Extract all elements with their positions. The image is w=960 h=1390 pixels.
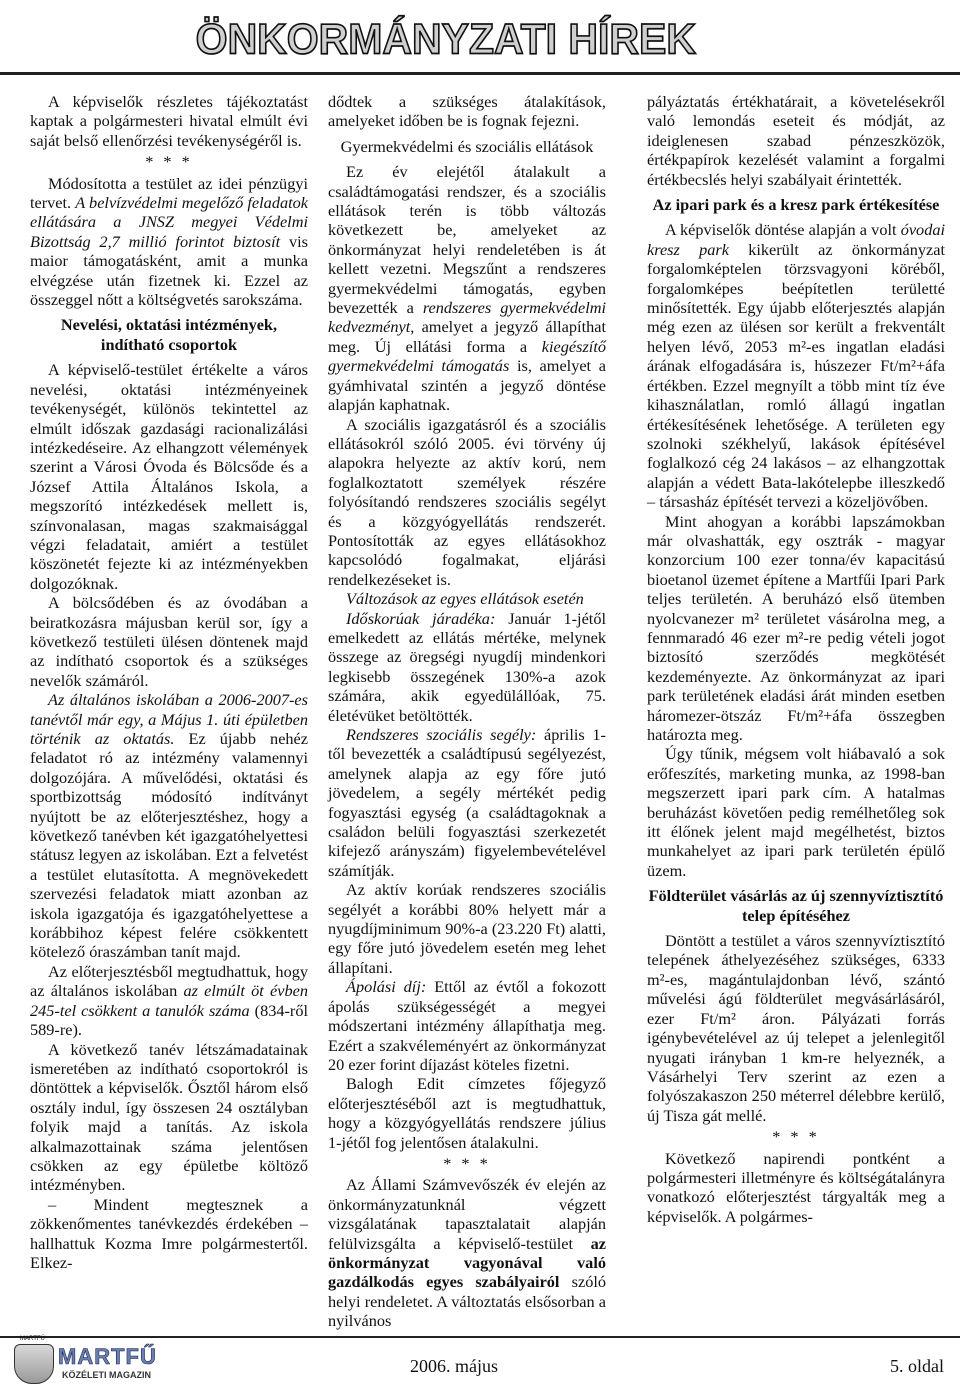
paragraph: A következő tanév létszámadatainak ismeretében az indítható csoportokról is döntöttek a képviselők. Ősztől három első osztály indul, így összesen 24 osztályban folyik majd a tanítás. Az iskola alkalmazottainak száma jelentősen csökken az egy épületbe költöző intézményben.: [30, 1039, 308, 1195]
logo-subtitle: KÖZÉLETI MAGAZIN: [62, 1370, 151, 1380]
section-title: ÖNKORMÁNYZATI HÍREK: [195, 14, 696, 64]
separator-stars: * * *: [443, 1153, 491, 1173]
paragraph: Balogh Edit címzetes főjegyző előterjesztéséből azt is megtudhattuk, hogy a közgyógyellátás rendszere július 1-jétől fog jelentősen átalakulni.: [328, 1074, 606, 1152]
paragraph: A képviselők döntése alapján a volt óvodai kresz park kikerült az önkormányzat forgalomképtelen törzsvagyoni köréből, forgalomképes beépítetlen területté minősítették. Egy újabb előterjesztés alapján még ezen az ülésen sor került a frekventált helyen lévő, 2053 m²-es ingatlan eladási árának elfogadására is, húszezer Ft/m²+áfa értékben. Ezzel megnyílt a több mint tíz éve kihasználatlan, romló állagú ingatlan értékesítésének lehetősége. A területen egy szolnoki székhelyű, lakások építésével foglalkozó cég 24 lakásos – az elhangzottak alapján a védett Bata-lakótelepbe illeszkedő – társasház építését tervezi a közeljövőben.: [647, 220, 945, 512]
section-heading: Nevelési, oktatási intézmények, indítható csoportok: [60, 315, 278, 354]
paragraph: Módosította a testület az idei pénzügyi tervet. A belvízvédelmi megelőző feladatok ellátására a JNSZ megyei Védelmi Bizottság 2,7 millió forintot biztosít vis maior támogatásként, amit a munka elvégzése után fizetnek ki. Ezzel az összeggel nőtt a költségvetés sarokszáma.: [30, 173, 308, 310]
paragraph: dődtek a szükséges átalakítások, amelyeket időben be is fognak fejezni.: [328, 92, 606, 131]
subheading: Változások az egyes ellátások esetén: [346, 589, 584, 609]
column-1: [30, 92, 308, 1272]
page-number: 5. oldal: [890, 1356, 944, 1376]
paragraph: Ez év elejétől átalakult a családtámogatási rendszer, és a szociális ellátások terén is több változás következett be, amelyeket az önkormányzat helyi rendeletében is át kellett vezetni. Megszűnt a rendszeres gyermekvédelmi támogatás, egyben bevezették a rendszeres gyermekvédelmi kedvezményt, amelyet a jegyző állapíthat meg. Új ellátási forma a kiegészítő gyermekvédelmi támogatás is, amelyet a gyámhivatal szintén a jegyző döntése alapján kaphatnak.: [328, 162, 606, 415]
header-divider: [0, 72, 960, 75]
section-heading: Földterület vásárlás az új szennyvíztisztító telep építéséhez: [648, 886, 944, 925]
logo-caption: MARTFŰ: [20, 1336, 45, 1342]
paragraph: Döntött a testület a város szennyvíztisztító telepének áthelyezéséhez szükséges, 6333 m²-es, magántulajdonban lévő, szántó művelési ágú földterület megvásárlásáról, ezer Ft/m² áron. Pályázati forrás igénybevételével az új telepet a jelenlegitől nyugati irányban 1 km-re helyeznék, a Vásárhelyi Terv szerint az ezen a folyószakaszon 250 méterrel délebbre kerülő, új Tisza gát mellé.: [647, 931, 945, 1125]
paragraph: Mint ahogyan a korábbi lapszámokban már olvashatták, egy osztrák - magyar konzorcium 100 ezer tonna/év kapacitású bioetanol üzemet építene a Martfűi Ipari Park teljes területén. A beruházó első ütemben nyolcvanezer m² területet vásárolna meg, a fennmaradó 46 ezer m²-re pedig vételi jogot biztosító szerződés megkötését kezdeményezte. Az önkormányzat az ipari park területének eladási árát minden esetben háromezer-ötszáz Ft/m²+áfa összegben határozta meg.: [647, 511, 945, 744]
crest-icon: [14, 1344, 54, 1384]
footer-divider: [0, 1336, 960, 1338]
paragraph: Időskorúak járadéka: Január 1-jétől emelkedett az ellátás mértéke, melynek összege az öregségi nyugdíj mindenkori legkisebb összegének 130%-a azok számára, akik egyedülállóak, 75. életévüket betöltötték.: [328, 608, 606, 725]
logo-name: MARTFŰ: [58, 1344, 157, 1369]
paragraph: Az általános iskolában a 2006-2007-es tanévtől már egy, a Május 1. úti épületben történik az oktatás. Ez újabb nehéz feladatot ró az intézmény valamennyi dolgozójára. A művelődési, oktatási és sportbizottság módosító indítványt nyújtott be az előterjesztéshez, hogy a következő tanévben két igazgatóhelyettesi státusz legyen az iskolában. Ezt a felvetést a testület elutasította. A megnövekedett szervezési feladatok miatt azonban az iskola igazgatója és igazgatóhelyettese a korábbihoz képest felére csökkentett kötelező óraszámban tanít majd.: [30, 690, 309, 962]
separator-stars: * * *: [145, 152, 193, 172]
paragraph: Az Állami Számvevőszék év elején az önkormányzatunknál végzett vizsgálatának tapasztalatait alapján felülvizsgálta a képviselő-testület az önkormányzat vagyonával való gazdálkodás egyes szabályairól szóló helyi rendeletet. A változtatás elsősorban a nyilvános: [328, 1175, 606, 1331]
paragraph: Rendszeres szociális segély: április 1-től bevezették a családtípusú segélyezést, amelynek alapja az egy főre jutó jövedelem, a segély mértékét pedig fogyasztási egység (a családtagoknak a családon belüli fogyasztási szerkezetét kifejező arányszám) figyelembevételével számítják.: [328, 725, 606, 880]
magazine-logo: [12, 1336, 162, 1384]
paragraph: Ápolási díj: Ettől az évtől a fokozott ápolás szükségességét a megyei módszertani intézmény állapíthatja meg. Ezért a szakvéleményért az önkormányzat 20 ezer forint díjazást köteles fizetni.: [328, 977, 606, 1074]
paragraph: A bölcsődében és az óvodában a beiratkozásra májusban kerül sor, így a következő testületi ülésen döntenek majd az indítható csoportok és a szükséges nevelők számáról.: [30, 593, 308, 690]
paragraph: Úgy tűnik, mégsem volt hiábavaló a sok erőfeszítés, marketing munka, az 1998-ban megszerzett ipari park cím. A hatalmas beruházást követően pedig remélhetőleg sok itt élőnek jelent majd megélhetést, biztos munkahelyet az ipari park területén épülő üzem.: [647, 744, 945, 880]
issue-date: 2006. május: [410, 1356, 498, 1376]
paragraph: Következő napirendi pontként a polgármesteri illetményre és költségátalányra vonatkozó előterjesztést tárgyalták meg a képviselők. A polgármes-: [647, 1148, 945, 1226]
column-3: [647, 92, 945, 1226]
section-heading: Az ipari park és a kresz park értékesítése: [652, 195, 940, 215]
paragraph: Az aktív korúak rendszeres szociális segélyét a korábbi 80% helyett már a nyugdíjminimum 90%-a (23.220 Ft) alatti, egy főre jutó jövedelem esetén meg lehet állapítani.: [328, 880, 606, 977]
section-heading: Gyermekvédelmi és szociális ellátások: [340, 136, 594, 156]
paragraph: A képviselő-testület értékelte a város nevelési, oktatási intézményeinek tevékenységét, különös tekintettel az elmúlt időszak gazdasági racionalizálási intézkedéseire. Az elhangzott vélemények szerint a Városi Óvoda és Bölcsőde és a József Attila Általános Iskola, a megszorító intézkedések mellett is, színvonalasan, magas szakmaisággal végzi feladatait, amiért a testület köszönetét fejezte ki az intézményekben dolgozóknak.: [30, 360, 308, 593]
paragraph: A képviselők részletes tájékoztatást kaptak a polgármesteri hivatal elmúlt évi saját belső ellenőrzési tevékenységéről is.: [30, 92, 308, 150]
paragraph: A szociális igazgatásról és a szociális ellátásokról szóló 2005. évi törvény új alapokra helyezte az aktív korú, nem foglalkoztatott személyek részére folyósítandó rendszeres szociális segélyt és a közgyógyellátás rendszerét. Pontosították az egyes ellátásokhoz kapcsolódó fogalmakat, eljárási rendelkezéseket is.: [328, 414, 606, 589]
separator-stars: * * *: [772, 1127, 820, 1147]
paragraph: pályáztatás értékhatárait, a követelésekről való lemondás eseteit és módját, az ideiglenesen szabad pénzeszközök, értékpapírok kezelését valamint a forgalmi értékbecslés helyi szabályait érintették.: [647, 92, 945, 189]
column-2: [328, 92, 606, 1331]
paragraph: – Mindent megtesznek a zökkenőmentes tanévkezdés érdekében – hallhattuk Kozma Imre polgármestertől. Elkez-: [30, 1194, 308, 1272]
paragraph: Az előterjesztésből megtudhattuk, hogy az általános iskolában az elmúlt öt évben 245-tel csökkent a tanulók száma (834-ről 589-re).: [30, 961, 308, 1040]
